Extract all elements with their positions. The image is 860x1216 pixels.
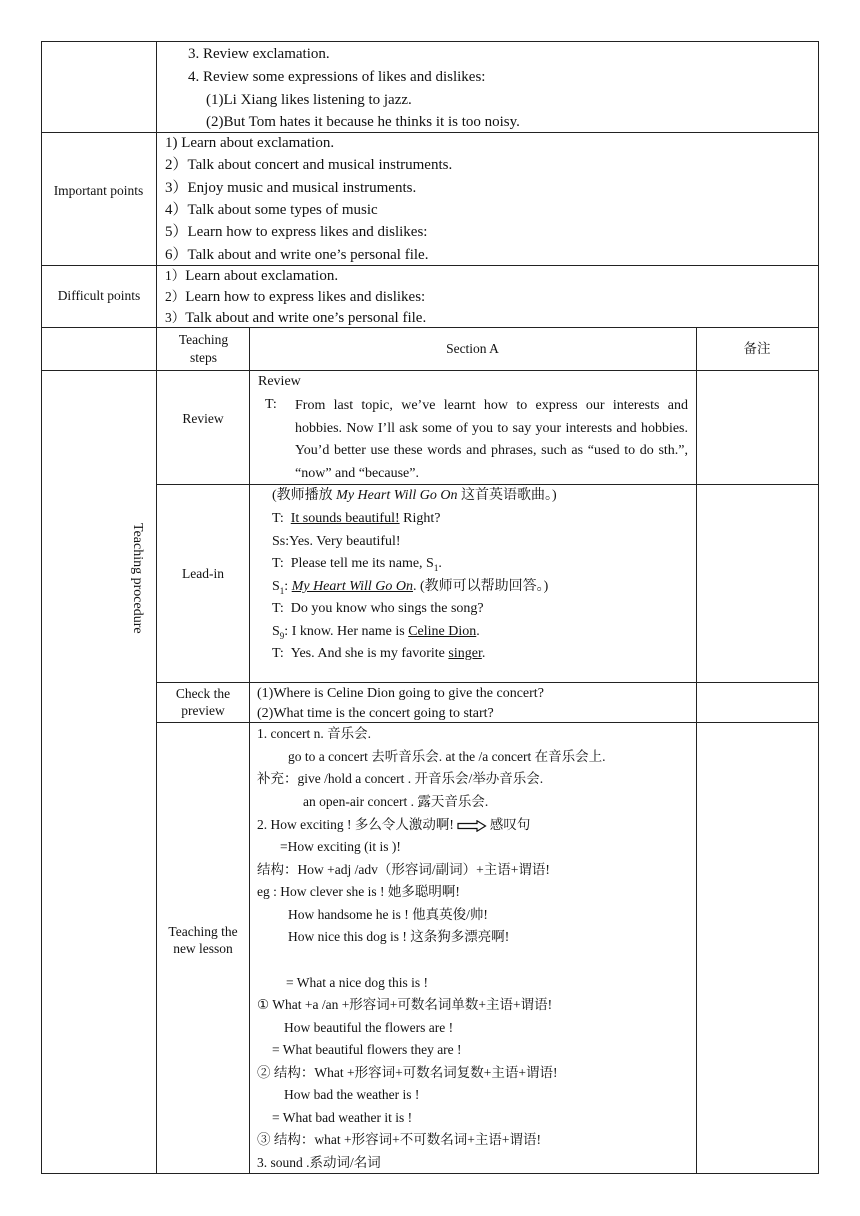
review-text: From last topic, we’ve learnt how to express our interests and hobbies. Now I’ll ask some of you to say your interests and hobbies. You’d better use these words and phrases, such as “used to do sth.”, “now” and “because”.: [295, 398, 688, 481]
lesson-line: eg : How clever she is ! 她多聪明啊!: [257, 884, 460, 899]
speaker: S: [272, 579, 280, 594]
speaker: :: [284, 579, 289, 594]
speaker: S: [272, 624, 280, 639]
difficult-point-text: Learn about exclamation.: [185, 268, 339, 284]
objective-line: (1)Li Xiang likes listening to jazz.: [206, 92, 412, 108]
check-question: (1)Where is Celine Dion going to give the concert?: [257, 686, 544, 701]
notes-header: 备注: [743, 341, 771, 356]
rule: [818, 41, 819, 1174]
speaker: T:: [272, 646, 284, 661]
leadin-line: [272, 555, 442, 577]
lesson-line: = What a nice dog this is !: [286, 975, 428, 990]
lesson-line: 补充：give /hold a concert . 开音乐会/举办音乐会.: [257, 771, 544, 786]
difficult-point-num: 3）: [165, 310, 186, 325]
difficult-point: [165, 288, 425, 306]
right-arrow-icon: [457, 820, 487, 832]
review-speaker: T:: [265, 397, 277, 412]
lesson-line: How handsome he is ! 他真英俊/帅!: [288, 907, 488, 922]
lesson-line: = What bad weather it is !: [272, 1110, 413, 1125]
important-point: 2）Talk about concert and musical instruments.: [165, 157, 453, 173]
important-points-label: Important points: [53, 183, 144, 198]
song-title: My Heart Will Go On: [336, 488, 458, 503]
difficult-point: [165, 267, 338, 285]
lesson-line: How nice this dog is ! 这条狗多漂亮啊!: [288, 929, 510, 944]
difficult-point-text: Learn how to express likes and dislikes:: [185, 289, 426, 305]
leadin-underlined: It sounds beautiful!: [290, 511, 400, 526]
difficult-point-num: 1）: [165, 268, 186, 283]
difficult-point: [165, 309, 426, 327]
objective-line: 3. Review exclamation.: [188, 46, 330, 62]
rule: [41, 41, 819, 42]
lesson-line: 3. sound .系动词/名词: [257, 1155, 381, 1170]
leadin-line: [272, 578, 548, 600]
leadin-text: Right?: [399, 511, 441, 526]
leadin-text: 这首英语歌曲。): [457, 488, 557, 503]
teaching-step-label: Teaching the new lesson: [168, 924, 238, 956]
lesson-line: [257, 817, 530, 833]
leadin-text: . (教师可以帮助回答。): [413, 579, 549, 594]
rule: [156, 682, 819, 683]
check-step-label: Check the preview: [175, 686, 231, 718]
rule: [41, 1173, 819, 1174]
leadin-line: [272, 487, 557, 505]
subscript: 1: [433, 562, 439, 573]
lesson-line: ① What +a /an +形容词+可数名词单数+主语+谓语!: [257, 997, 553, 1012]
leadin-text: I know. Her name is: [291, 624, 409, 639]
lesson-text: 感叹句: [489, 817, 531, 832]
leadin-line: [272, 645, 485, 663]
objective-line: (2)But Tom hates it because he thinks it is too noisy.: [206, 114, 520, 130]
speaker: T:: [272, 511, 284, 526]
leadin-step-label: Lead-in: [182, 566, 224, 581]
leadin-text: Do you know who sings the song?: [290, 601, 484, 616]
difficult-point-num: 2）: [165, 289, 186, 304]
speaker: T:: [272, 601, 284, 616]
procedure-label: Teaching procedure: [130, 523, 145, 634]
leadin-text: Yes. Very beautiful!: [289, 534, 401, 549]
lesson-line: =How exciting (it is )!: [280, 839, 401, 854]
speaker: Ss:: [272, 534, 290, 549]
leadin-underlined: singer: [448, 646, 482, 661]
rule: [41, 370, 819, 371]
rule: [41, 265, 819, 266]
important-point: 6）Talk about and write one’s personal file.: [165, 247, 429, 263]
lesson-text: 2. How exciting ! 多么令人激动啊!: [257, 817, 454, 832]
lesson-line: go to a concert 去听音乐会. at the /a concert 在音乐会上.: [288, 749, 606, 764]
difficult-point-text: Talk about and write one’s personal file.: [185, 310, 427, 326]
leadin-text: (教师播放: [272, 488, 337, 503]
rule: [249, 327, 250, 1174]
song-title: My Heart Will Go On: [291, 579, 414, 594]
lesson-line: ③ 结构：what +形容词+不可数名词+主语+谓语!: [257, 1132, 541, 1147]
lesson-line: How bad the weather is !: [284, 1087, 420, 1102]
lesson-line: = What beautiful flowers they are !: [272, 1042, 462, 1057]
rule: [41, 327, 819, 328]
important-point: 1) Learn about exclamation.: [165, 135, 335, 151]
lesson-plan-table: [41, 41, 819, 1174]
subscript: 9: [279, 630, 285, 641]
lesson-line: 1. concert n. 音乐会.: [257, 726, 371, 741]
speaker: :: [284, 624, 289, 639]
teaching-steps-header: Teaching steps: [178, 332, 229, 365]
leadin-text: .: [481, 646, 486, 661]
important-point: 5）Learn how to express likes and dislikes:: [165, 224, 428, 240]
leadin-line: [272, 533, 401, 551]
leadin-underlined: Celine Dion: [408, 624, 477, 639]
important-point: 4）Talk about some types of music: [165, 202, 378, 218]
lesson-line: 结构：How +adj /adv（形容词/副词）+主语+谓语!: [257, 862, 550, 877]
section-header: Section A: [446, 341, 499, 356]
rule: [41, 132, 819, 133]
rule: [156, 41, 157, 1174]
rule: [696, 327, 697, 1174]
speaker: T:: [272, 556, 284, 571]
review-step-label: Review: [182, 411, 224, 426]
rule: [41, 41, 42, 1174]
lesson-line: ② 结构：What +形容词+可数名词复数+主语+谓语!: [257, 1065, 558, 1080]
leadin-line: [272, 510, 440, 528]
leadin-text: .: [476, 624, 480, 639]
subscript: 1: [279, 585, 285, 596]
leadin-text: Yes. And she is my favorite: [290, 646, 449, 661]
leadin-line: [272, 623, 480, 645]
leadin-text: Please tell me its name, S: [290, 556, 434, 571]
review-title: Review: [258, 374, 301, 389]
objective-line: 4. Review some expressions of likes and dislikes:: [188, 69, 486, 85]
important-point: 3）Enjoy music and musical instruments.: [165, 180, 417, 196]
leadin-line: [272, 600, 484, 618]
lesson-line: How beautiful the flowers are !: [284, 1020, 454, 1035]
difficult-points-label: Difficult points: [57, 288, 141, 303]
check-question: (2)What time is the concert going to start?: [257, 706, 494, 721]
leadin-text: .: [438, 556, 442, 571]
lesson-line: an open-air concert . 露天音乐会.: [303, 794, 489, 809]
